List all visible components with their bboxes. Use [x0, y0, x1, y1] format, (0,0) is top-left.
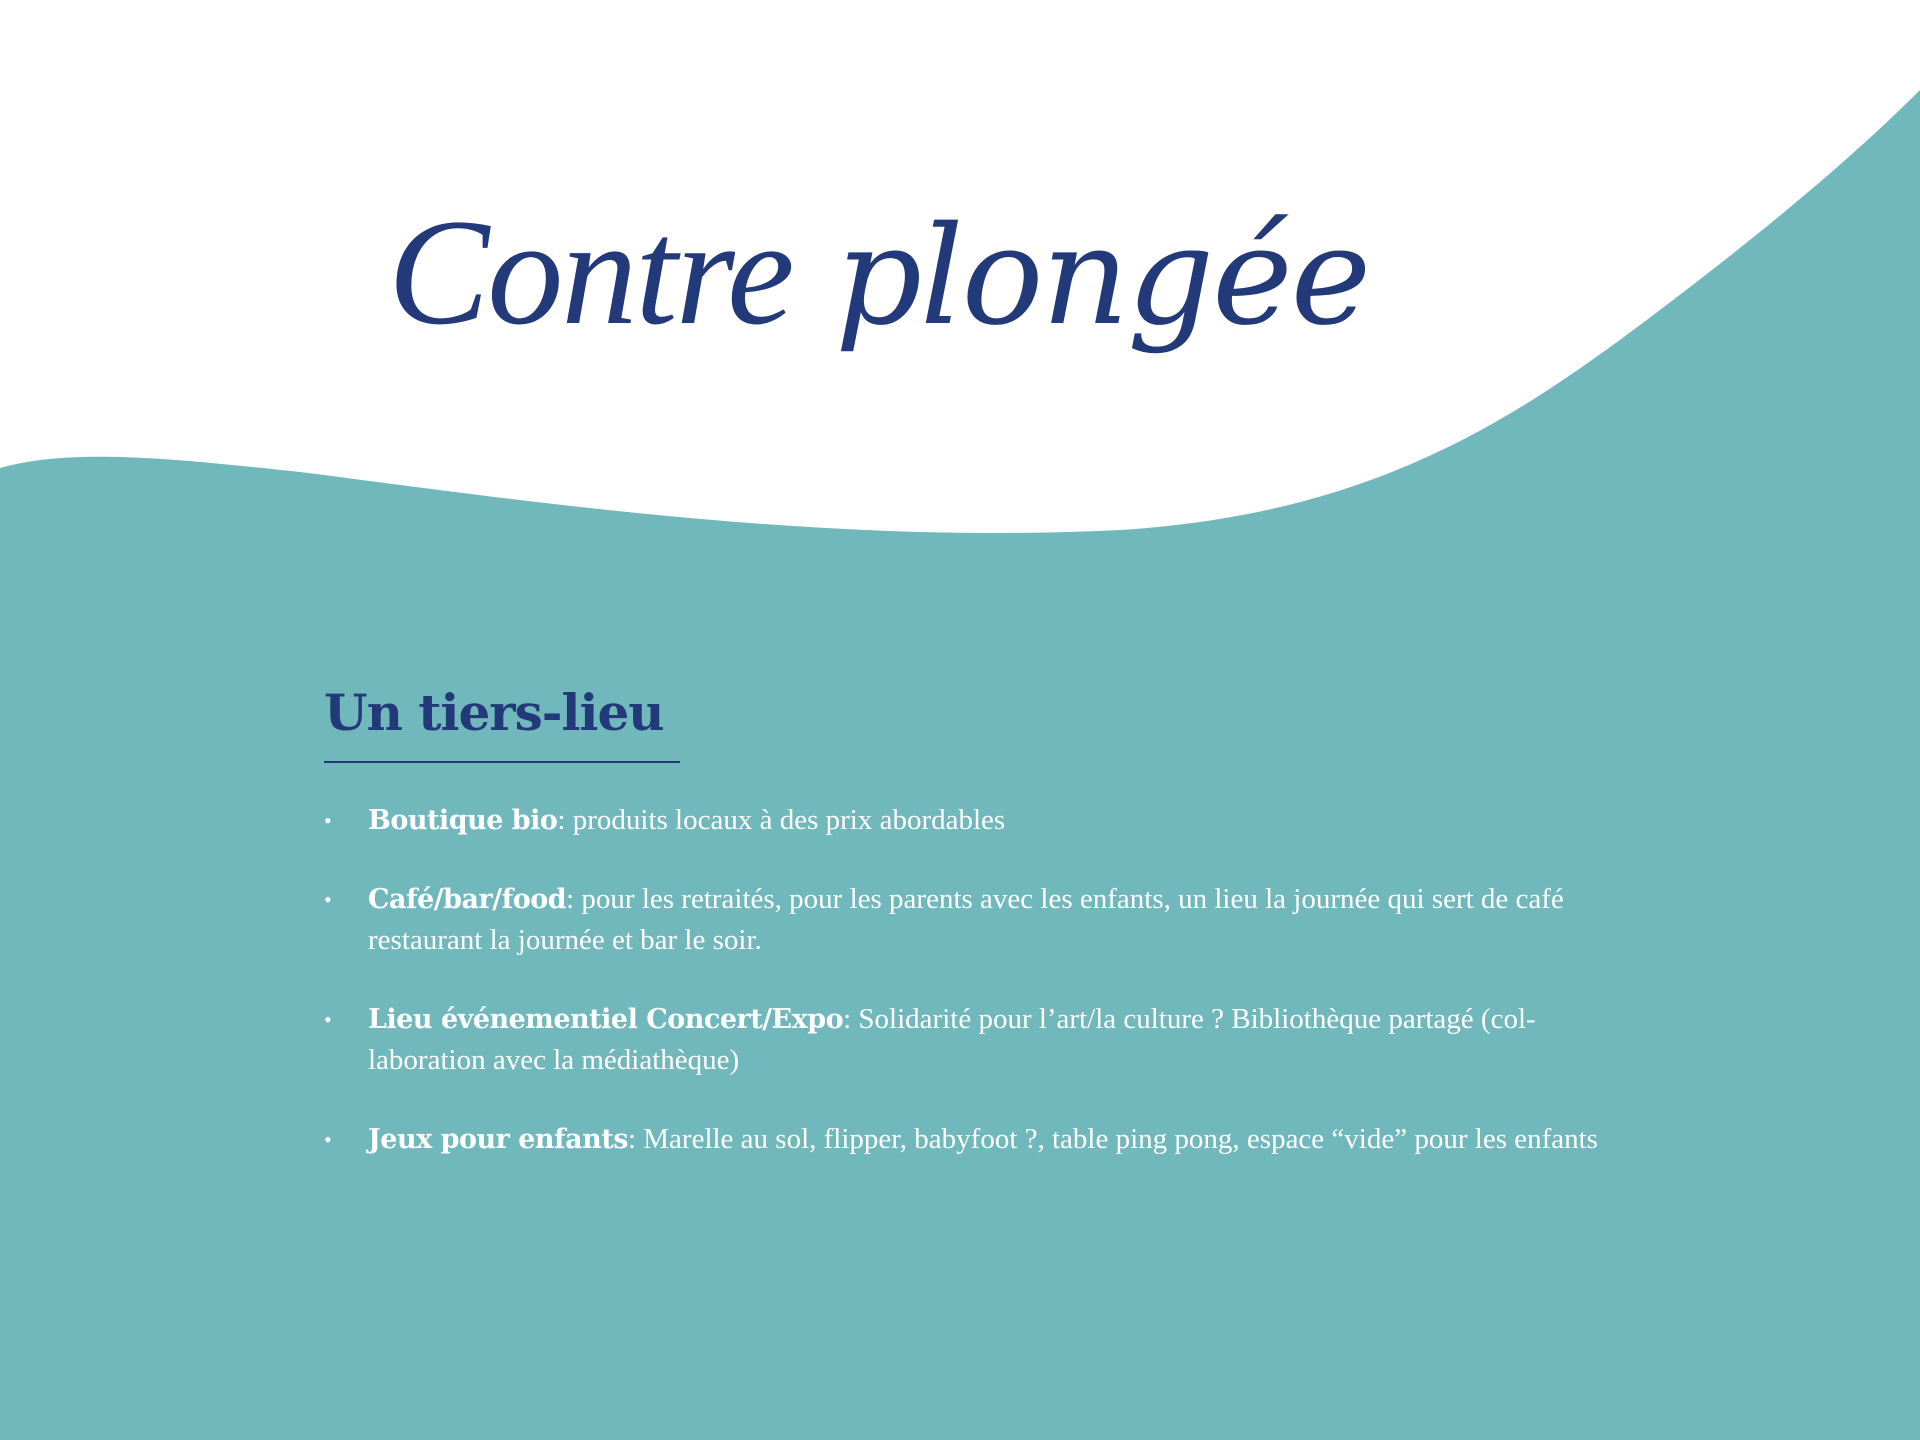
bullet-icon: • [324, 1007, 332, 1032]
list-item-cafe [320, 879, 1650, 961]
list-item-evenementiel [320, 999, 1650, 1081]
bullet-icon: • [324, 887, 332, 912]
item-term: Jeux pour enfants [368, 1124, 628, 1155]
list-item-boutique [320, 800, 1650, 841]
item-term: Café/bar/food [368, 884, 567, 915]
bullet-icon: • [324, 808, 332, 833]
title-word-contre: Contre [388, 188, 793, 356]
item-term: Lieu événementiel Concert/Expo [368, 1004, 844, 1035]
feature-list [320, 800, 1650, 1160]
item-description: : pour les retraités, pour les parents avec les enfants, un lieu la journée qui sert de café restaurant la journée et bar le soir. [368, 883, 1564, 956]
bullet-icon: • [324, 1127, 332, 1152]
item-description: : Marelle au sol, flipper, babyfoot ?, table ping pong, espace “vide” pour les enfants [627, 1123, 1598, 1155]
item-description: : produits locaux à des prix abordables [557, 804, 1006, 836]
section-heading-underline [324, 761, 680, 763]
item-description: : Solidarité pour l’art/la culture ? Bibliothèque partagé (col-laboration avec la médiathèque) [368, 1003, 1536, 1076]
item-term: Boutique bio [368, 805, 558, 836]
section-heading: Un tiers-lieu [324, 688, 664, 738]
title-word-plongee: plongée [835, 198, 1370, 356]
list-item-jeux [320, 1119, 1650, 1160]
page-title [388, 188, 1370, 356]
